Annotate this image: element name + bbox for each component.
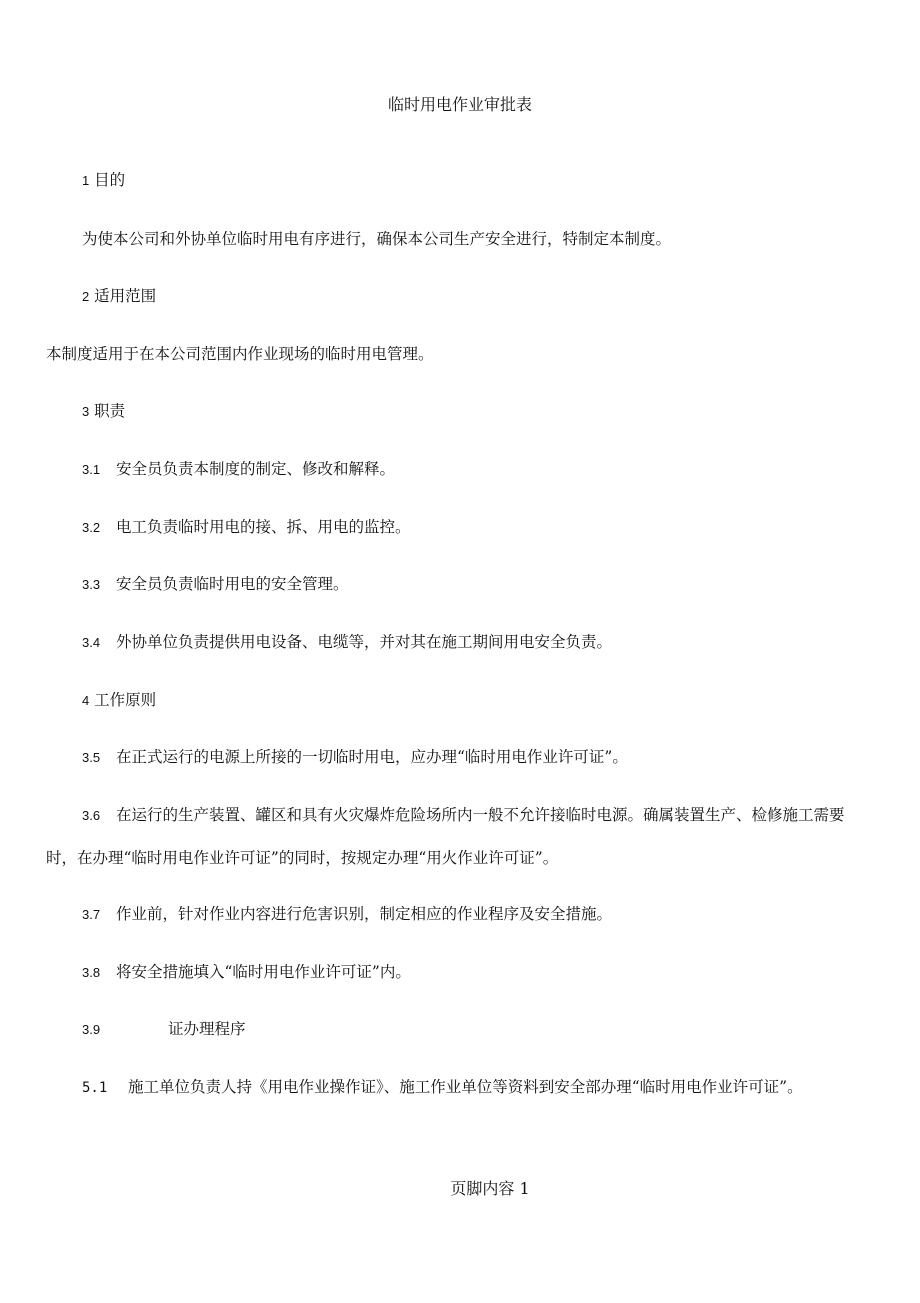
section-2-body: 本制度适用于在本公司范围内作业现场的临时用电管理。 [46,345,434,363]
section-1-body: 为使本公司和外协单位临时用电有序进行，确保本公司生产安全进行，特制定本制度。 [82,230,672,248]
clause-text: 施工单位负责人持《用电作业操作证》、施工作业单位等资料到安全部办理“临时用电作业许可证”。 [128,1078,803,1096]
clause-text: 外协单位负责提供用电设备、电缆等，并对其在施工期间用电安全负责。 [116,633,613,651]
clause-text: 安全员负责本制度的制定、修改和解释。 [116,460,396,478]
section-heading-text: 适用范围 [94,287,157,305]
clause-number: 5.1 [82,1080,108,1096]
clause-number: 3.4 [82,635,101,650]
clause-text: 安全员负责临时用电的安全管理。 [116,575,349,593]
section-4-heading [82,689,156,712]
section-number: 4 [82,693,90,708]
clause-text: 在运行的生产装置、罐区和具有火灾爆炸危险场所内一般不允许接临时电源。确属装置生产、检修施工需要时，在办理“临时用电作业许可证”的同时，按规定办理“用火作业许可证”。 [46,806,845,867]
clause-3-2 [82,516,411,539]
clause-text: 作业前，针对作业内容进行危害识别，制定相应的作业程序及安全措施。 [116,905,613,923]
clause-3-6 [46,794,864,879]
clause-number: 3.9 [82,1022,101,1037]
document-title: 临时用电作业审批表 [387,95,532,114]
section-number: 1 [82,173,90,188]
section-1-heading [82,169,125,192]
clause-text: 在正式运行的电源上所接的一切临时用电，应办理“临时用电作业许可证”。 [116,748,628,766]
clause-text: 将安全措施填入“临时用电作业许可证”内。 [116,963,411,981]
clause-text: 证办理程序 [168,1020,246,1038]
clause-number: 3.8 [82,965,101,980]
section-2-heading [82,285,156,308]
clause-number: 3.5 [82,750,101,765]
clause-3-4 [82,631,612,654]
section-3-heading [82,400,125,423]
section-number: 2 [82,289,90,304]
clause-number: 3.6 [82,808,101,823]
clause-3-8 [82,961,411,984]
clause-number: 3.2 [82,520,101,535]
section-heading-text: 职责 [94,402,126,420]
section-heading-text: 工作原则 [94,691,157,709]
section-heading-text: 目的 [94,171,126,189]
clause-3-3 [82,573,349,596]
clause-3-5 [82,746,628,769]
clause-number: 3.1 [82,462,101,477]
clause-number: 3.7 [82,907,101,922]
clause-text: 电工负责临时用电的接、拆、用电的监控。 [116,518,411,536]
clause-3-7 [82,903,612,926]
clause-number: 3.3 [82,577,101,592]
clause-5-1 [46,1066,864,1109]
page-footer: 页脚内容 1 [450,1179,530,1198]
clause-3-9 [82,1018,246,1041]
section-number: 3 [82,404,90,419]
clause-3-1 [82,458,395,481]
